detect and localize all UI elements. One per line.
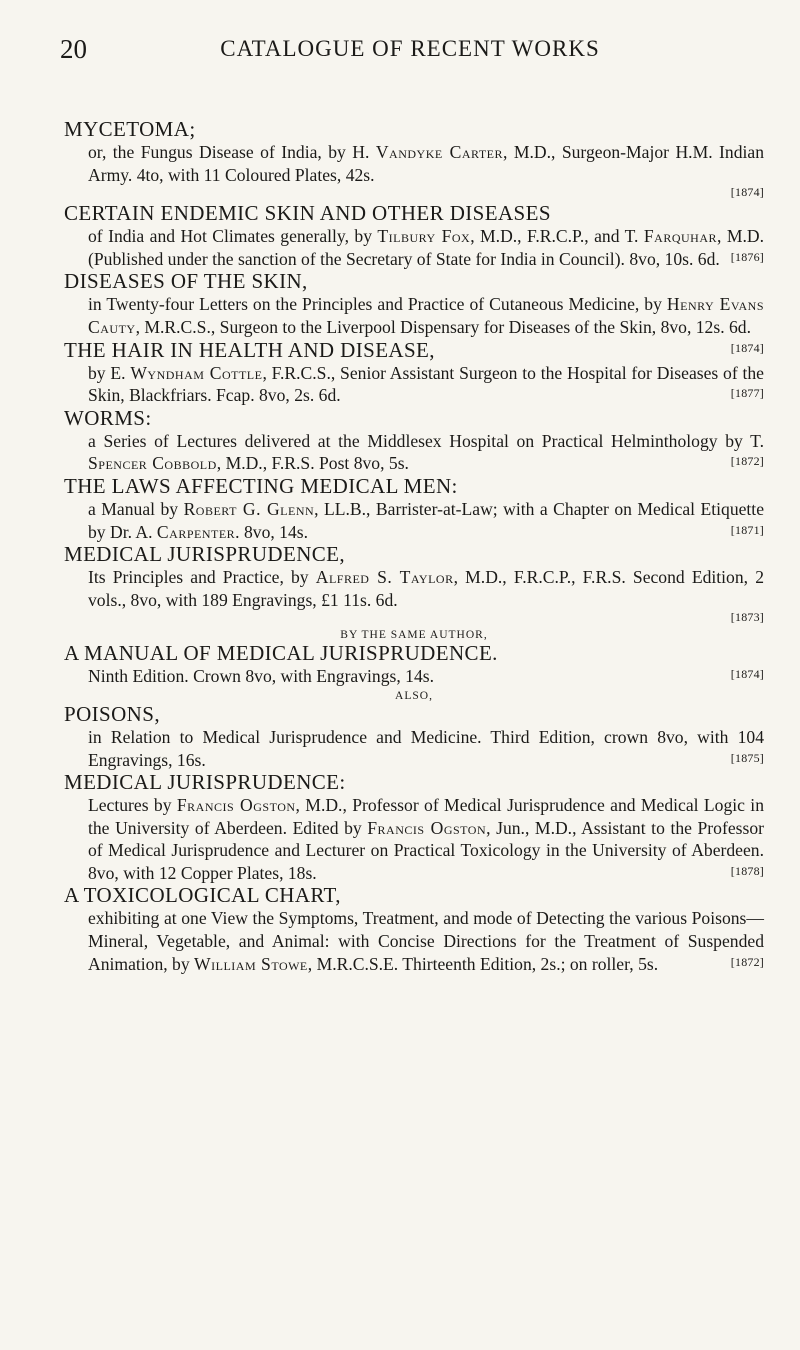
- running-title: CATALOGUE OF RECENT WORKS: [220, 36, 600, 61]
- author-name: Farquhar: [643, 226, 718, 247]
- entry-code: [1877]: [730, 386, 764, 401]
- author-name: Alfred S. Taylor: [315, 567, 454, 588]
- catalogue-entry: [64, 407, 764, 475]
- entry-description: [88, 362, 764, 407]
- entry-title: A TOXICOLOGICAL CHART,: [64, 883, 341, 908]
- entry-code: [1873]: [730, 610, 764, 625]
- entry-text: , M.D., F.R.S. Post 8vo, 5s.: [216, 453, 409, 474]
- entry-text: , M.D., F.R.C.P., F.R.S. Second Edition, 2 vols., 8vo, with 189 Engravings, £1 11s. 6d.: [88, 567, 764, 610]
- entry-description: [88, 225, 764, 270]
- catalogue-entry: [64, 771, 764, 884]
- section-note: ALSO,: [395, 689, 433, 702]
- entry-description: [88, 566, 764, 611]
- entry-text: . 8vo, 14s.: [235, 521, 308, 542]
- entry-code: [1875]: [730, 750, 764, 765]
- entry-text: a Series of Lectures delivered at the Middlesex Hospital on Practical Helminthology by T.: [88, 430, 764, 451]
- catalogue-entry: [64, 642, 764, 702]
- entry-code: [1874]: [730, 340, 764, 355]
- entry-code: [1874]: [730, 185, 764, 200]
- entry-text: exhibiting at one View the Symptoms, Treatment, and mode of Detecting the various Poisons—Mineral, Vegetable, and Animal: with Concise Directions for the Treatment of Suspended Animation, by: [88, 908, 764, 974]
- catalogue-entry: [64, 118, 764, 202]
- entry-text: or, the Fungus Disease of India, by H.: [88, 142, 376, 162]
- entry-text: , M.D., Surgeon-Major H.M. Indian Army. 4to, with 11 Coloured Plates, 42s.: [88, 142, 765, 185]
- entry-text: , Jun., M.D., Assistant to the Professor of Medical Jurisprudence and Lecturer on Practical Toxicology in the University of Aberdeen. 8vo, with 12 Copper Plates, 18s.: [88, 817, 764, 883]
- entry-title: A MANUAL OF MEDICAL JURISPRUDENCE.: [64, 641, 498, 666]
- catalogue-entry: [64, 543, 764, 641]
- entry-title: POISONS,: [64, 701, 160, 726]
- author-name: Henry Evans Cauty: [88, 294, 764, 337]
- entry-text: in Twenty-four Letters on the Principles and Practice of Cutaneous Medicine, by: [88, 294, 667, 315]
- catalogue-entry: [64, 475, 764, 543]
- entry-text: in Relation to Medical Jurisprudence and Medicine. Third Edition, crown 8vo, with 104 Engravings, 16s.: [88, 726, 764, 770]
- entry-description: [88, 907, 764, 975]
- entry-title: MEDICAL JURISPRUDENCE:: [64, 770, 346, 795]
- entry-text: , M.R.C.S., Surgeon to the Liverpool Dispensary for Diseases of the Skin, 8vo, 12s. 6d.: [135, 316, 751, 337]
- author-name: Francis Ogston: [176, 795, 296, 816]
- entry-code: [1878]: [730, 863, 764, 878]
- catalogue-entry: [64, 884, 764, 975]
- catalogue-entry: [64, 339, 764, 407]
- author-name: Robert G. Glenn: [183, 498, 315, 519]
- entry-text: Ninth Edition. Crown 8vo, with Engravings, 14s.: [88, 666, 434, 687]
- entry-code: [1872]: [730, 454, 764, 469]
- entry-code: [1872]: [730, 954, 764, 969]
- author-name: Wyndham Cottle: [130, 362, 263, 383]
- entry-description: [88, 726, 764, 771]
- entry-title: THE LAWS AFFECTING MEDICAL MEN:: [64, 473, 458, 498]
- author-name: Spencer Cobbold: [88, 453, 217, 474]
- entry-text: , M.R.C.S.E. Thirteenth Edition, 2s.; on roller, 5s.: [307, 953, 659, 974]
- entry-text: , M.D., F.R.C.P., and T.: [470, 226, 644, 247]
- catalogue-entries: [64, 118, 764, 975]
- entry-text: , F.R.C.S., Senior Assistant Surgeon to the Hospital for Diseases of the Skin, Blackfriars. Fcap. 8vo, 2s. 6d.: [88, 362, 764, 406]
- catalogue-entry: [64, 202, 764, 270]
- entry-text: , M.D. (Published under the sanction of the Secretary of State for India in Council). 8vo, 10s. 6d.: [88, 226, 764, 269]
- entry-code: [1874]: [730, 667, 764, 682]
- entry-description: [88, 498, 764, 543]
- author-name: Vandyke Carter: [375, 142, 504, 162]
- author-name: Tilbury Fox: [377, 226, 471, 247]
- entry-description: [88, 141, 764, 186]
- entry-code: [1871]: [730, 522, 764, 537]
- entry-description: [88, 430, 764, 475]
- author-name: Carpenter: [156, 521, 236, 542]
- entry-title: DISEASES OF THE SKIN,: [64, 269, 308, 294]
- page-header: [60, 34, 760, 70]
- entry-code: [1876]: [730, 249, 764, 264]
- entry-text: Lectures by: [88, 795, 177, 816]
- entry-text: a Manual by: [88, 498, 184, 519]
- entry-title: MYCETOMA;: [64, 117, 196, 141]
- entry-text: Its Principles and Practice, by: [88, 567, 316, 588]
- entry-text: by E.: [88, 362, 131, 383]
- entry-description: [88, 794, 764, 884]
- entry-description: [88, 665, 764, 688]
- entry-title: CERTAIN ENDEMIC SKIN AND OTHER DISEASES: [64, 201, 551, 226]
- entry-title: WORMS:: [64, 405, 152, 430]
- catalogue-entry: [64, 703, 764, 771]
- entry-title: THE HAIR IN HEALTH AND DISEASE,: [64, 337, 435, 362]
- section-note: BY THE SAME AUTHOR,: [340, 629, 488, 642]
- entry-text: , LL.B., Barrister-at-Law; with a Chapter on Medical Etiquette by Dr. A.: [88, 498, 765, 542]
- entry-title: MEDICAL JURISPRUDENCE,: [64, 542, 346, 567]
- author-name: William Stowe: [194, 953, 308, 974]
- entry-text: of India and Hot Climates generally, by: [88, 226, 378, 247]
- entry-text: , M.D., Professor of Medical Jurisprudence and Medical Logic in the University of Aberdeen. Edited by: [88, 795, 764, 838]
- page-number: 20: [60, 34, 87, 64]
- author-name: Francis Ogston: [367, 817, 487, 838]
